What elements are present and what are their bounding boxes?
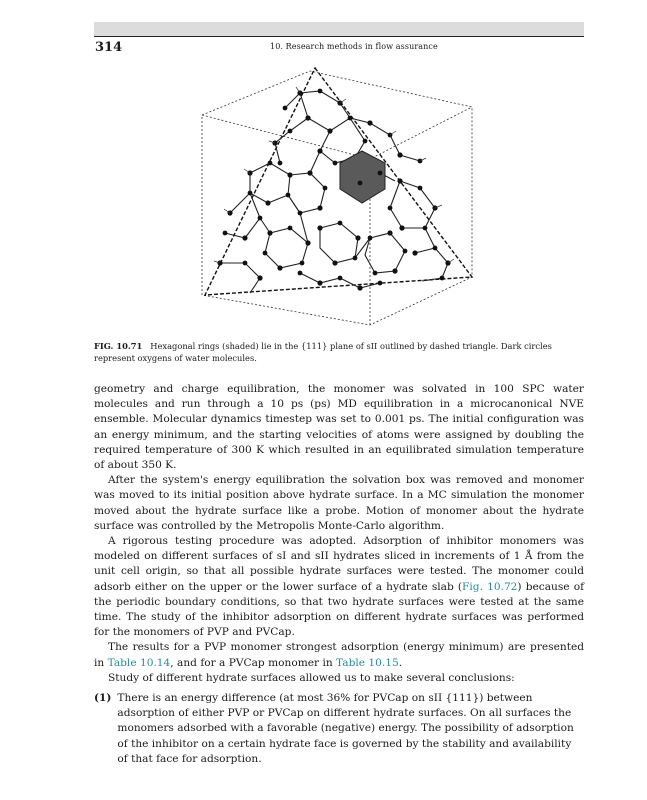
paragraph-4-part-b: , and for a PVCap monomer in (170, 656, 337, 669)
table-10-14-link[interactable]: Table 10.14 (107, 656, 171, 669)
shaded-hexagon (340, 151, 385, 203)
header-bar (94, 22, 584, 36)
paragraph-4-part-a: The results for a PVP monomer strongest adsorption (energy minimum) are presented in (94, 641, 584, 669)
paragraph-1: geometry and charge equilibration, the monomer was solvated in 100 SPC water molecules and run through a 10 ps (ps) MD equilibration in a microcanonical NVE ensemble. Molecular dynamics timestep was set to 0.001 ps. The initial configuration was an energy minimum, and the starting velocities of atoms were assigned by doubling the required temperature of 300 K which resulted in an equilibrated simulation temperature of about 350 K. (94, 383, 584, 472)
figure-caption-text: Hexagonal rings (shaded) lie in the {111} plane of sII outlined by dashed triangle. Dark circles represent oxygens of water molecules. (94, 341, 552, 363)
conclusion-list (94, 691, 584, 767)
paragraph-4-part-c: . (398, 656, 403, 669)
body-text (94, 382, 584, 767)
page-number: 314 (95, 40, 123, 55)
paragraph-4 (94, 640, 584, 670)
header-rule (94, 36, 584, 37)
figure-10-72-link[interactable]: Fig. 10.72 (462, 580, 518, 593)
paragraph-2: After the system's energy equilibration the solvation box was removed and monomer was moved to its initial position above hydrate surface. In a MC simulation the monomer moved about the hydrate surface like a probe. Motion of monomer about the hydrate surface was controlled by the Metropolis Monte-Carlo algorithm. (94, 474, 584, 532)
oxygen-atoms (217, 89, 450, 291)
list-item (94, 691, 584, 767)
figure-caption (94, 341, 584, 364)
table-10-15-link[interactable]: Table 10.15 (336, 656, 399, 669)
list-item-number: (1) (94, 692, 112, 705)
paragraph-3-part-b: ) because of the periodic boundary conditions, so that two hydrate surfaces were tested at the same time. The study of the inhibitor adsorption on different hydrate surfaces was performed for the monomers of PVP and PVCap. (94, 580, 584, 639)
figure-label: FIG. 10.71 (94, 341, 143, 351)
unit-cell-box (202, 71, 472, 325)
list-item-text: There is an energy difference (at most 36% for PVCap on sII {111}) between adsorption of either PVP or PVCap on different hydrate surfaces. On all surfaces the monomers adsorbed with a favorable (negative) energy. The possibility of adsorption of the inhibitor on a certain hydrate face is governed by the stability and availability of that face for adsorption. (117, 692, 574, 765)
hydrate-lattice-figure (190, 63, 490, 335)
paragraph-3 (94, 534, 584, 640)
paragraph-3-part-a: A rigorous testing procedure was adopted. Adsorption of inhibitor monomers was modeled on different surfaces of sI and sII hydrates sliced in increments of 1 Å from the unit cell origin, so that all possible hydrate surfaces were tested. The monomer could adsorb either on the upper or the lower surface of a hydrate slab ( (94, 535, 584, 593)
paragraph-5: Study of different hydrate surfaces allowed us to make several conclusions: (108, 671, 515, 684)
running-head: 10. Research methods in flow assurance (270, 42, 438, 51)
